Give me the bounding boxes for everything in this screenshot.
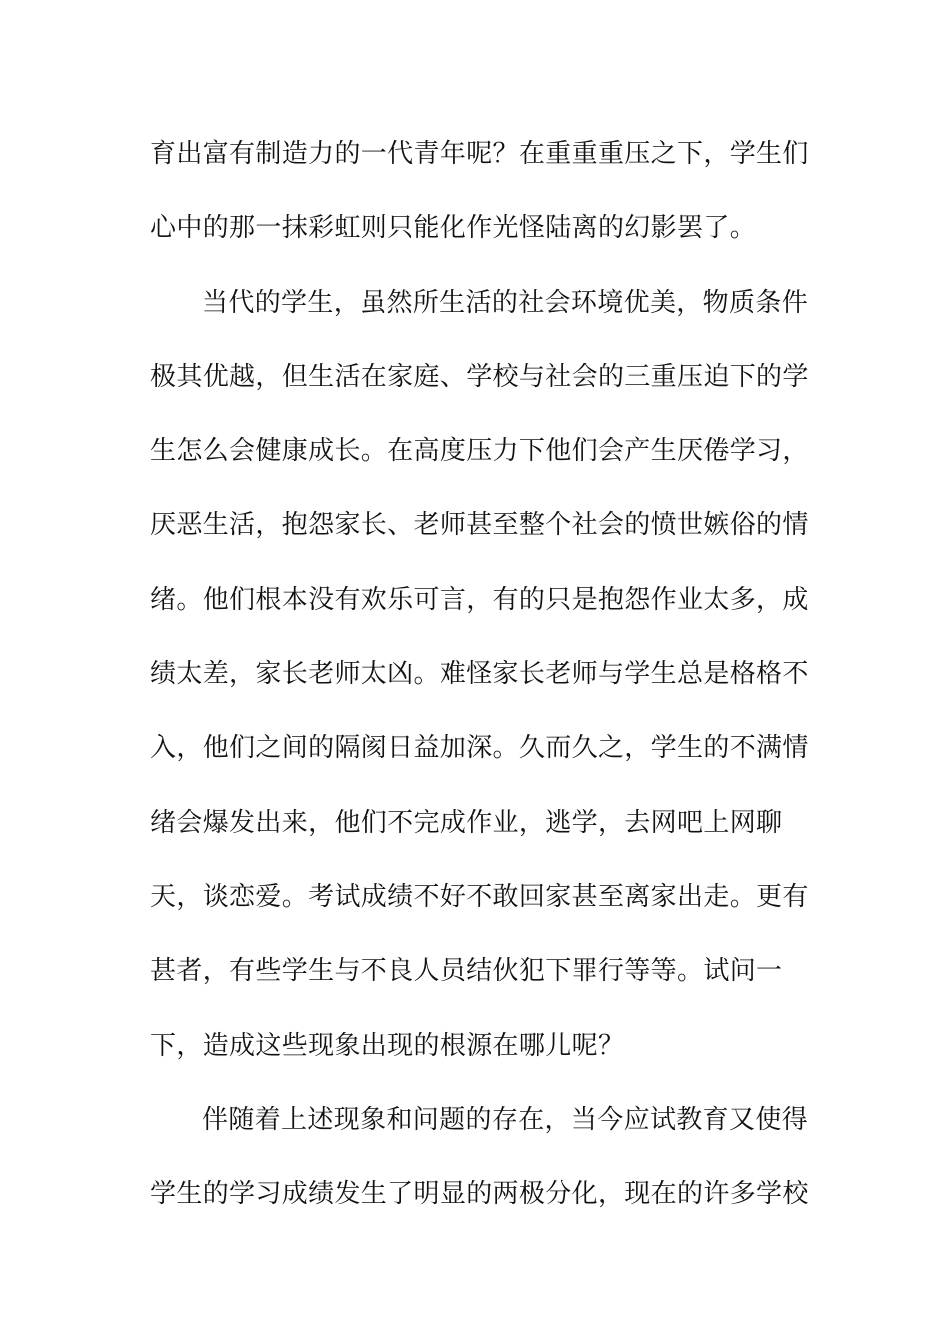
text-line: 下，造成这些现象出现的根源在哪儿呢？ (150, 1031, 625, 1061)
text-line: 极其优越，但生活在家庭、学校与社会的三重压迫下的学 (150, 362, 809, 392)
text-line: 甚者，有些学生与不良人员结伙犯下罪行等等。试问一 (150, 956, 783, 986)
text-line: 学生的学习成绩发生了明显的两极分化，现在的许多学校 (150, 1179, 809, 1209)
text-line: 绪会爆发出来，他们不完成作业，逃学，去网吧上网聊 (150, 808, 783, 838)
text-line: 绩太差，家长老师太凶。难怪家长老师与学生总是格格不 (150, 659, 809, 689)
text-line: 生怎么会健康成长。在高度压力下他们会产生厌倦学习， (150, 436, 809, 466)
text-line: 育出富有制造力的一代青年呢？在重重重压之下，学生们 (150, 139, 809, 169)
paragraph-start-line: 当代的学生，虽然所生活的社会环境优美，物质条件 (202, 288, 809, 318)
text-line: 绪。他们根本没有欢乐可言，有的只是抱怨作业太多，成 (150, 585, 809, 615)
text-line: 入，他们之间的隔阂日益加深。久而久之，学生的不满情 (150, 733, 809, 763)
paragraph-start-line: 伴随着上述现象和问题的存在，当今应试教育又使得 (202, 1105, 809, 1135)
text-line: 天，谈恋爱。考试成绩不好不敢回家甚至离家出走。更有 (150, 882, 809, 912)
text-line: 心中的那一抹彩虹则只能化作光怪陆离的幻影罢了。 (150, 213, 757, 243)
text-line: 厌恶生活，抱怨家长、老师甚至整个社会的愤世嫉俗的情 (150, 510, 809, 540)
